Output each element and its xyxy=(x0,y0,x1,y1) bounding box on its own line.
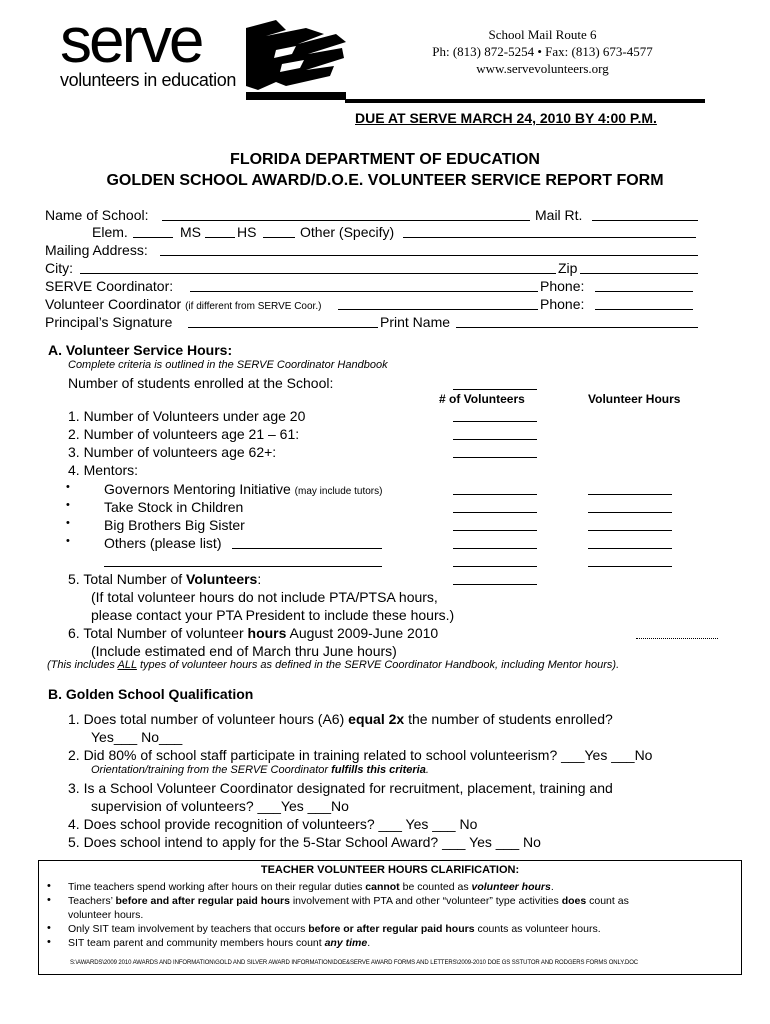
students-enrolled-label: Number of students enrolled at the School: xyxy=(68,375,334,391)
bullet-icon: • xyxy=(47,880,51,892)
col-header-hours: Volunteer Hours xyxy=(588,392,681,406)
section-b-heading: B. Golden School Qualification xyxy=(48,686,254,702)
due-date: DUE AT SERVE MARCH 24, 2010 BY 4:00 P.M. xyxy=(355,110,657,126)
principal-signature-field[interactable] xyxy=(188,327,378,328)
form-title-line2: GOLDEN SCHOOL AWARD/D.O.E. VOLUNTEER SERVICE REPORT FORM xyxy=(106,172,664,189)
mentor-3-label: Big Brothers Big Sister xyxy=(104,517,245,533)
serve-coordinator-field[interactable] xyxy=(190,291,538,292)
col-header-volunteers: # of Volunteers xyxy=(439,392,525,406)
mail-rt-label: Mail Rt. xyxy=(535,207,583,223)
elem-label: Elem. xyxy=(92,224,128,240)
c1-mid: be counted as xyxy=(399,881,472,893)
name-of-school-field[interactable] xyxy=(162,220,530,221)
mentor-3-hours-field[interactable] xyxy=(588,530,672,531)
item-5-label xyxy=(68,570,261,588)
mentor-2-label: Take Stock in Children xyxy=(104,499,244,515)
item-4-label: 4. Mentors: xyxy=(68,462,139,478)
other-field[interactable] xyxy=(403,237,696,238)
item-6-text: 6. Total Number of volunteer xyxy=(68,625,248,641)
header-rule xyxy=(345,99,705,103)
mentor-1-volunteers-field[interactable] xyxy=(453,494,537,495)
item-6-post: August 2009-June 2010 xyxy=(286,625,439,641)
item-2-label: 2. Number of volunteers age 21 – 61: xyxy=(68,426,300,442)
clarification-bullet-2-line2: volunteer hours. xyxy=(68,909,144,921)
volunteer-coordinator-text: Volunteer Coordinator xyxy=(45,296,182,312)
mentor-3-volunteers-field[interactable] xyxy=(453,530,537,531)
phone-label-2: Phone: xyxy=(540,296,585,312)
name-of-school-label: Name of School: xyxy=(45,207,149,223)
mentor-2-hours-field[interactable] xyxy=(588,512,672,513)
phone-label-1: Phone: xyxy=(540,278,585,294)
question-1-answer[interactable]: Yes___ No___ xyxy=(91,729,183,745)
city-field[interactable] xyxy=(80,273,556,274)
item-6-line2: (Include estimated end of March thru June hours) xyxy=(91,643,397,659)
c2-bold2: does xyxy=(561,895,587,907)
phone-fax: Ph: (813) 872-5254 • Fax: (813) 673-4577 xyxy=(432,44,653,59)
hs-label: HS xyxy=(237,224,257,240)
bullet-icon: • xyxy=(47,894,51,906)
mentor-1-note: (may include tutors) xyxy=(294,486,383,497)
item-5-line3: please contact your PTA President to include these hours.) xyxy=(91,607,455,623)
serve-logo-tagline: volunteers in education xyxy=(60,70,236,90)
question-3-answer[interactable]: supervision of volunteers? ___Yes ___No xyxy=(91,798,349,814)
bullet-icon: • xyxy=(66,517,70,529)
ms-label: MS xyxy=(180,224,201,240)
elem-field[interactable] xyxy=(133,237,173,238)
print-name-label: Print Name xyxy=(380,314,451,330)
footnote-all: ALL xyxy=(117,659,137,671)
item-6-hours-field[interactable] xyxy=(636,638,718,639)
section-a-footnote xyxy=(47,659,619,671)
q1-text: 1. Does total number of volunteer hours (A6) xyxy=(68,711,349,727)
phone-field-1[interactable] xyxy=(595,291,693,292)
c4-text: SIT team parent and community members hours count xyxy=(68,937,325,949)
item-6-bold: hours xyxy=(247,625,287,641)
question-2-note xyxy=(91,764,429,776)
serve-logo-wordmark: serve xyxy=(60,4,202,76)
c3-post: counts as volunteer hours. xyxy=(474,923,601,935)
question-3: 3. Is a School Volunteer Coordinator designated for recruitment, placement, training and xyxy=(68,780,613,796)
mailing-address-field[interactable] xyxy=(160,255,698,256)
item-6-label xyxy=(68,624,438,642)
question-2[interactable]: 2. Did 80% of school staff participate in training related to school volunteerism? ___Yes ___No xyxy=(68,747,653,763)
c1-text: Time teachers spend working after hours on their regular duties xyxy=(68,881,366,893)
volunteer-coordinator-note: (if different from SERVE Coor.) xyxy=(185,301,322,312)
clarification-bullet-3 xyxy=(68,922,601,936)
file-path-footer: S:\AWARDS\2009 2010 AWARDS AND INFORMATION\GOLD AND SILVER AWARD INFORMATION\DOE&SERVE AWARD FORMS AND LETTERS\2009-2010 DOE GS SSTUTOR AND RODGERS FORMS ONLY.DOC xyxy=(70,960,639,966)
mailing-address-label: Mailing Address: xyxy=(45,242,148,258)
c1-post: . xyxy=(550,881,554,893)
mentor-4-list-field[interactable] xyxy=(104,566,382,567)
q2-note-bold: fulfills this criteria xyxy=(331,764,426,776)
bullet-icon: • xyxy=(66,481,70,493)
item-3-volunteers-field[interactable] xyxy=(453,457,537,458)
clarification-box xyxy=(38,860,742,975)
phone-field-2[interactable] xyxy=(595,309,693,310)
serve-coordinator-label: SERVE Coordinator: xyxy=(45,278,174,294)
mentor-4-label: Others (please list) xyxy=(104,535,222,551)
item-5-line2: (If total volunteer hours do not include PTA/PTSA hours, xyxy=(91,589,438,605)
mail-route: School Mail Route 6 xyxy=(488,27,597,42)
mentor-4b-volunteers-field[interactable] xyxy=(453,566,537,567)
c4-post: . xyxy=(367,937,371,949)
clarification-bullet-1 xyxy=(68,880,554,894)
other-label: Other (Specify) xyxy=(300,224,395,240)
mentor-4b-hours-field[interactable] xyxy=(588,566,672,567)
principal-signature-label: Principal’s Signature xyxy=(45,314,173,330)
clarification-bullet-2 xyxy=(68,894,629,908)
mentor-4-volunteers-field[interactable] xyxy=(453,548,537,549)
question-4[interactable]: 4. Does school provide recognition of volunteers? ___ Yes ___ No xyxy=(68,816,478,832)
section-a-note: Complete criteria is outlined in the SERVE Coordinator Handbook xyxy=(68,359,388,371)
c2-post: count as xyxy=(586,895,629,907)
item-2-volunteers-field[interactable] xyxy=(453,439,537,440)
form-title-line1: FLORIDA DEPARTMENT OF EDUCATION xyxy=(230,151,540,168)
item-5-colon: : xyxy=(257,571,262,587)
q1-post: the number of students enrolled? xyxy=(404,711,613,727)
zip-field[interactable] xyxy=(580,273,698,274)
c1-bold-italic: volunteer hours xyxy=(471,881,551,893)
q1-bold: equal 2x xyxy=(348,711,405,727)
hs-field[interactable] xyxy=(263,237,295,238)
c4-bold-italic: any time xyxy=(324,937,368,949)
item-5-text: 5. Total Number of xyxy=(68,571,187,587)
item-5-bold: Volunteers xyxy=(186,571,258,587)
clarification-title: TEACHER VOLUNTEER HOURS CLARIFICATION: xyxy=(260,864,520,876)
bullet-icon: • xyxy=(47,936,51,948)
c2-mid: involvement with PTA and other “volunteer” type activities xyxy=(289,895,562,907)
mentor-1-text: Governors Mentoring Initiative xyxy=(104,481,291,497)
c3-bold: before or after regular paid hours xyxy=(308,923,475,935)
c3-text: Only SIT team involvement by teachers that occurs xyxy=(68,923,309,935)
mentor-4-hours-field[interactable] xyxy=(588,548,672,549)
contact-block xyxy=(420,26,665,77)
section-a-heading: A. Volunteer Service Hours: xyxy=(48,342,233,358)
hands-logo-icon xyxy=(246,20,346,100)
footnote-text: (This includes xyxy=(47,659,118,671)
q2-note-text: Orientation/training from the SERVE Coordinator xyxy=(91,764,332,776)
c2-bold: before and after regular paid hours xyxy=(115,895,290,907)
item-3-label: 3. Number of volunteers age 62+: xyxy=(68,444,277,460)
c1-bold: cannot xyxy=(365,881,400,893)
question-5[interactable]: 5. Does school intend to apply for the 5-Star School Award? ___ Yes ___ No xyxy=(68,834,541,850)
students-enrolled-field[interactable] xyxy=(453,389,537,390)
question-1 xyxy=(68,710,613,728)
ms-field[interactable] xyxy=(205,237,235,238)
website: www.servevolunteers.org xyxy=(476,61,609,76)
item-1-label: 1. Number of Volunteers under age 20 xyxy=(68,408,306,424)
bullet-icon: • xyxy=(66,535,70,547)
footnote-post: types of volunteer hours as defined in the SERVE Coordinator Handbook, including Mentor hours). xyxy=(136,659,620,671)
mentor-1-hours-field[interactable] xyxy=(588,494,672,495)
q2-note-post: . xyxy=(425,764,429,776)
mentor-2-volunteers-field[interactable] xyxy=(453,512,537,513)
city-label: City: xyxy=(45,260,73,276)
print-name-field[interactable] xyxy=(456,327,698,328)
mail-rt-field[interactable] xyxy=(592,220,698,221)
c2-text: Teachers’ xyxy=(68,895,116,907)
item-1-volunteers-field[interactable] xyxy=(453,421,537,422)
item-5-volunteers-field[interactable] xyxy=(453,584,537,585)
volunteer-coordinator-field[interactable] xyxy=(338,309,538,310)
zip-label: Zip xyxy=(558,260,578,276)
bullet-icon: • xyxy=(66,499,70,511)
mentor-4-specify-field[interactable] xyxy=(232,548,382,549)
bullet-icon: • xyxy=(47,922,51,934)
clarification-bullet-4 xyxy=(68,936,370,950)
